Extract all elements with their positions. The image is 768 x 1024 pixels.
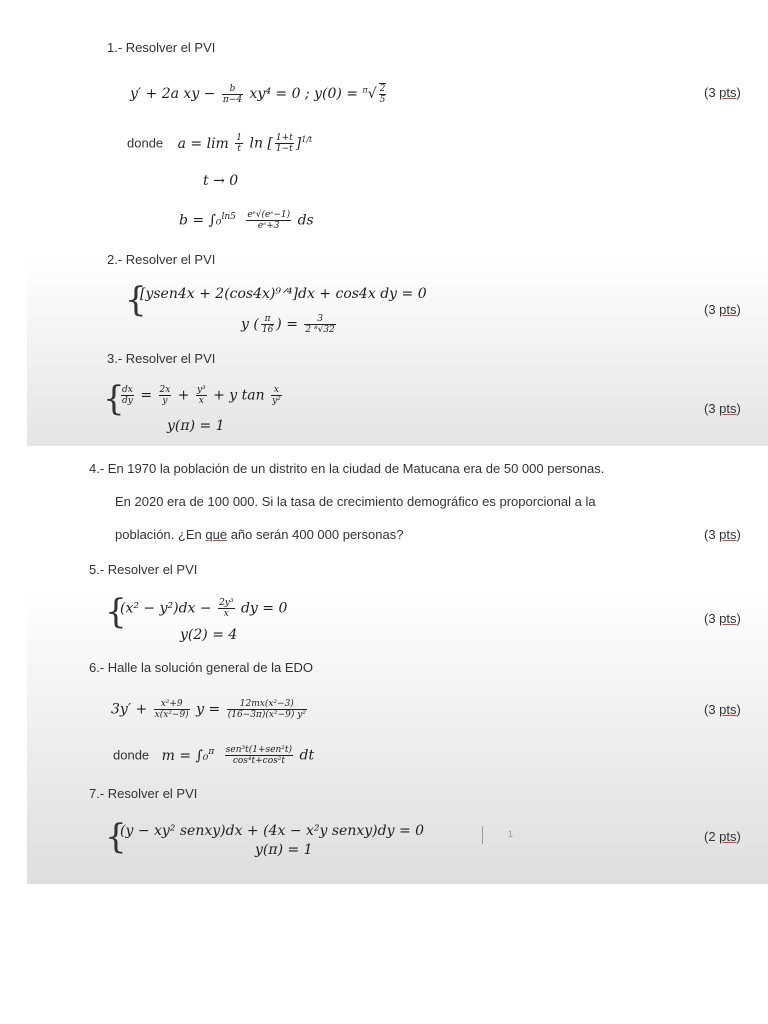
- text-cursor: [482, 826, 483, 844]
- points-label: (3 pts): [704, 702, 741, 717]
- points-label: (3 pts): [704, 85, 741, 100]
- pts-underlined: pts: [719, 611, 737, 626]
- pts-underlined: pts: [719, 401, 737, 416]
- eq-part: b = ∫₀: [179, 212, 222, 229]
- eq-part: =: [140, 387, 153, 404]
- upper-limit: π: [208, 746, 215, 757]
- fraction: $\frac{x}{\text{y²}}$: [272, 385, 281, 406]
- fraction: $\frac{\text{x²+9}}{\text{x(x²−9)}}$: [154, 699, 189, 720]
- points-label: (3 pts): [704, 401, 741, 416]
- problem-3-condition: y(π) = 1: [167, 418, 225, 434]
- points-label: (3 pts): [704, 527, 741, 542]
- problem-7-condition: y(π) = 1: [255, 842, 313, 858]
- problem-5-equation: [120, 598, 287, 619]
- system-brace: {: [105, 592, 127, 632]
- paren: (: [253, 316, 259, 333]
- problem-4-line-2: En 2020 era de 100 000. Si la tasa de crecimiento demográfico es proporcional a la: [115, 494, 596, 509]
- bracket: ]: [295, 135, 302, 152]
- exponent: 1/t: [301, 134, 313, 144]
- exam-sheet: [27, 0, 768, 884]
- eq-part: a = lim: [177, 135, 229, 152]
- points-label: (3 pts): [704, 302, 741, 317]
- problem-2-equation: [ysen4x + 2(cos4x)⁹ᐟ⁴]dx + cos4x dy = 0: [140, 286, 427, 302]
- problem-7-title: 7.- Resolver el PVI: [89, 786, 198, 801]
- problem-2-condition: [241, 314, 338, 335]
- points-label: (2 pts): [704, 829, 741, 844]
- pts-underlined: pts: [719, 702, 737, 717]
- text-part: año serán 400 000 personas?: [230, 527, 404, 542]
- fraction: $\frac{2}{5}$: [379, 84, 386, 105]
- text-part: que: [205, 527, 228, 542]
- upper-limit: ln5: [221, 211, 236, 222]
- eq-part: y: [241, 316, 249, 333]
- fraction: $\frac{dx}{dy}$: [122, 385, 133, 406]
- eq-part: m = ∫₀: [161, 747, 209, 764]
- donde-label: donde: [127, 135, 164, 151]
- pts-underlined: pts: [719, 302, 737, 317]
- eq-part: 3y′ +: [111, 701, 148, 718]
- fraction: $\frac{2x}{y}$: [159, 385, 171, 406]
- problem-6-title: 6.- Halle la solución general de la EDO: [89, 660, 314, 675]
- fraction: $\frac{\text{2y³}}{x}$: [219, 598, 234, 619]
- fraction: $\frac{\pi}{16}$: [261, 314, 274, 335]
- definition-m: [113, 745, 314, 766]
- fraction: $\frac{\text{eˢ√(eˢ−1)}}{\text{eˢ+3}}$: [247, 210, 291, 231]
- fraction: $\frac{1}{t}$: [236, 133, 243, 154]
- problem-1-title: 1.- Resolver el PVI: [107, 40, 216, 55]
- eq-part: ds: [297, 212, 314, 229]
- fraction: $\frac{\text{12mx(x²−3)}}{\text{(16−3π)(x²−9) y²}}$: [227, 699, 306, 720]
- pts-underlined: pts: [719, 829, 737, 844]
- eq-part: (x² − y²)dx −: [120, 600, 212, 617]
- definition-b: [179, 210, 314, 231]
- pts-underlined: pts: [719, 527, 737, 542]
- fraction: $\frac{\text{sen³t(1+sen²t)}}{\text{cos⁴t+cos²t}}$: [225, 745, 293, 766]
- sqrt-sign: √: [367, 86, 377, 102]
- eq-part: +: [177, 387, 190, 404]
- page-band: [27, 0, 768, 258]
- problem-3-equation: [119, 385, 284, 406]
- system-brace: {: [103, 379, 125, 419]
- eq-part: dt: [299, 747, 315, 764]
- problem-5-condition: y(2) = 4: [180, 627, 238, 643]
- points-label: (3 pts): [704, 611, 741, 626]
- stray-mark: 1: [508, 829, 514, 839]
- fraction: $\frac{1+t}{1-t}$: [275, 133, 293, 154]
- eq-part: =: [286, 316, 298, 333]
- problem-2-title: 2.- Resolver el PVI: [107, 252, 216, 267]
- problem-1-equation: [130, 83, 388, 105]
- fraction: $\frac{b}{\pi-4}$: [222, 83, 243, 105]
- definition-a: [127, 133, 312, 154]
- pts-underlined: pts: [719, 85, 737, 100]
- problem-4-line-3: [115, 527, 403, 542]
- paren: ): [276, 316, 282, 333]
- system-brace: {: [105, 817, 127, 857]
- fraction: $\frac{3}{\text{2 ⁸√32}}$: [305, 314, 335, 335]
- eq-part: + y tan: [213, 387, 265, 404]
- root-index: π: [362, 85, 368, 95]
- fraction: $\frac{\text{y³}}{x}$: [196, 385, 206, 406]
- problem-5-title: 5.- Resolver el PVI: [89, 562, 198, 577]
- eq-part: dy = 0: [240, 600, 288, 617]
- problem-3-title: 3.- Resolver el PVI: [107, 351, 216, 366]
- text-part: población. ¿En: [115, 527, 202, 542]
- eq-part: y =: [196, 701, 221, 718]
- problem-6-equation: [111, 699, 309, 720]
- eq-part: xy⁴ = 0 ; y(0) =: [249, 86, 359, 102]
- bracket: [: [267, 135, 273, 152]
- eq-part: ln: [249, 135, 263, 152]
- limit-subscript: t → 0: [203, 173, 239, 189]
- page-band: [27, 590, 768, 884]
- problem-7-equation: (y − xy² senxy)dx + (4x − x²y senxy)dy = 0: [120, 823, 425, 839]
- eq-part: y′ + 2a xy −: [130, 86, 216, 102]
- problem-4-title: 4.- En 1970 la población de un distrito en la ciudad de Matucana era de 50 000 personas.: [89, 461, 605, 476]
- donde-label: donde: [113, 747, 150, 763]
- system-brace: {: [125, 280, 147, 320]
